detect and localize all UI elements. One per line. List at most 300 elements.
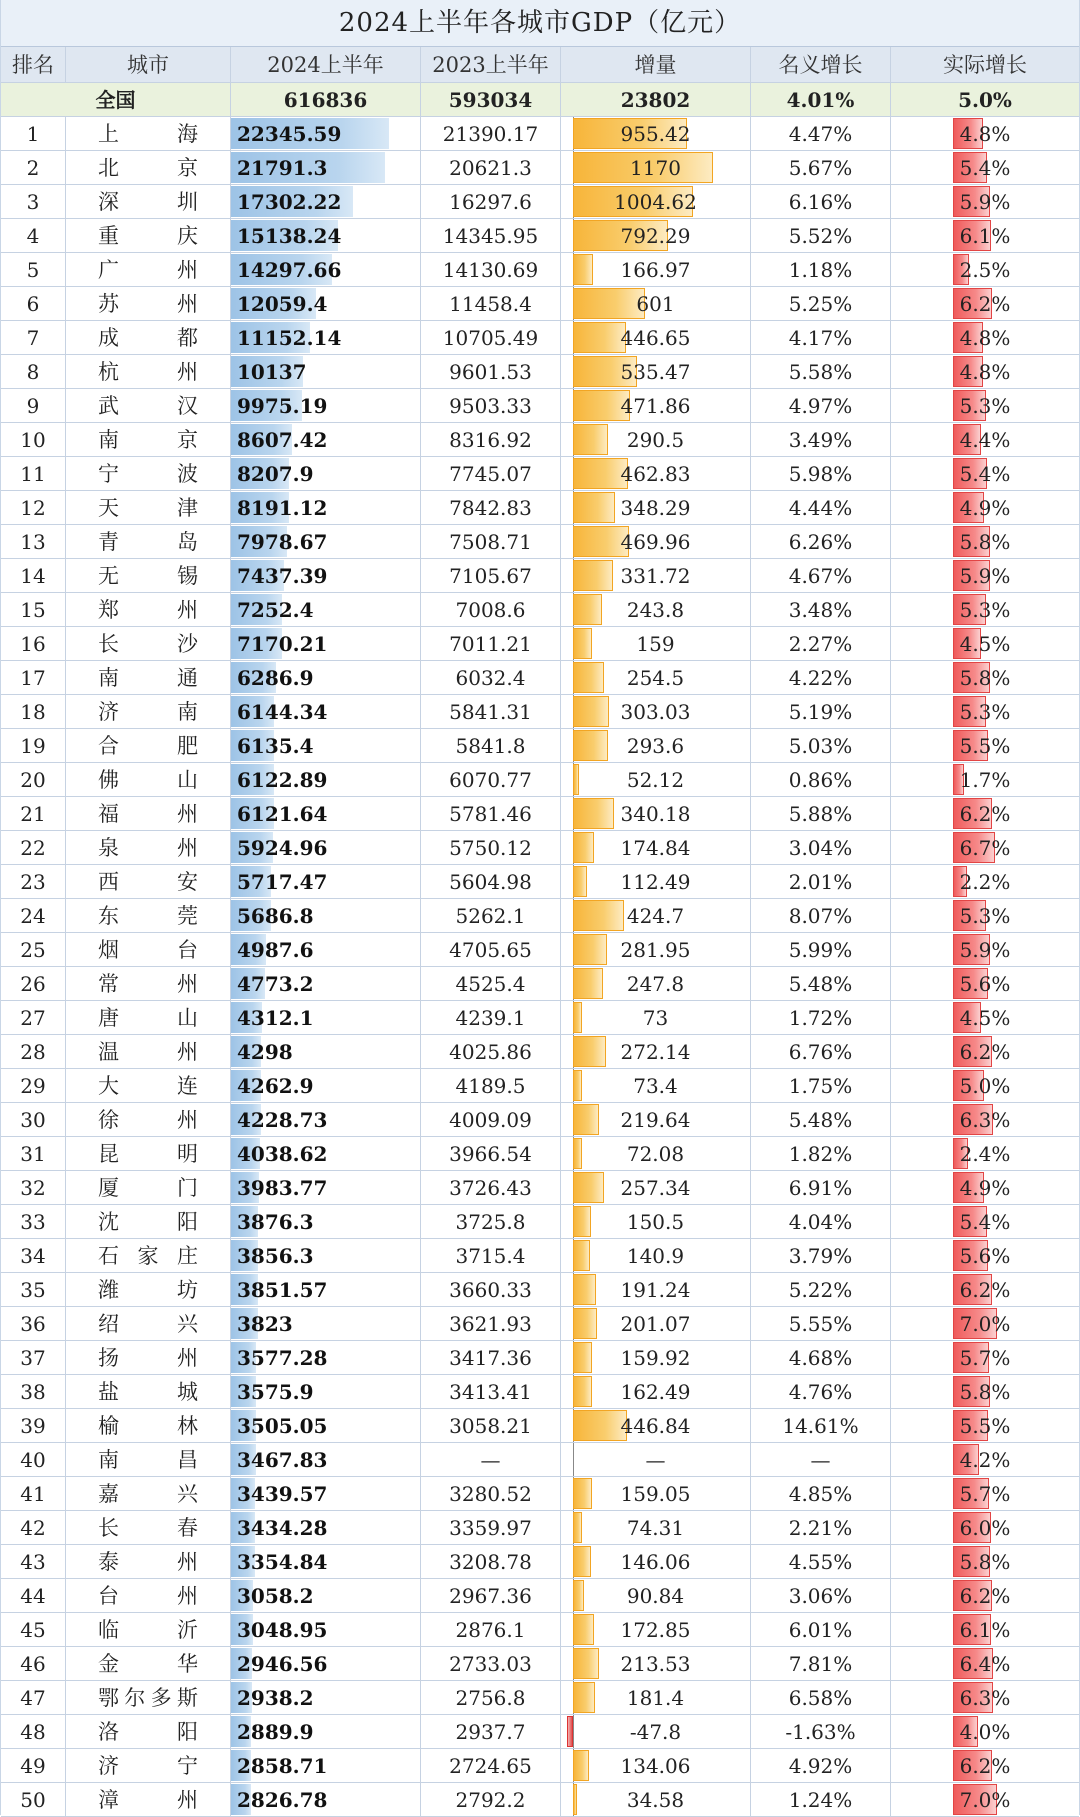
gdp-2024-value: 2946.56 [237, 1652, 328, 1676]
increase-cell [561, 1205, 751, 1238]
real-growth-value: 2.4% [959, 1142, 1011, 1166]
gdp-2024-cell [231, 1681, 421, 1714]
real-growth-cell [891, 1035, 1079, 1068]
city-name: 杭州 [98, 360, 198, 384]
gdp-2024-value: 4773.2 [237, 972, 314, 996]
real-growth-value: 4.8% [959, 360, 1011, 384]
real-growth-cell [891, 729, 1079, 762]
real-growth-value: 4.4% [959, 428, 1011, 452]
city-name: 扬州 [98, 1346, 198, 1370]
table-row [1, 933, 1079, 967]
gdp-2024-value: 6135.4 [237, 734, 314, 758]
gdp-2024-value: 7978.67 [237, 530, 328, 554]
increase-cell [561, 1375, 751, 1408]
gdp-2024-cell [231, 287, 421, 320]
real-growth-value: 5.4% [959, 156, 1011, 180]
table-row [1, 1477, 1079, 1511]
real-growth-value: 5.8% [959, 1550, 1011, 1574]
increase-bar [573, 1682, 595, 1713]
city-name: 南昌 [98, 1448, 198, 1472]
real-growth-value: 5.6% [959, 972, 1011, 996]
increase-bar [573, 288, 645, 319]
increase-cell [561, 559, 751, 592]
gdp-2023-cell: 4705.65 [421, 933, 561, 966]
table-row [1, 1001, 1079, 1035]
table-row [1, 1239, 1079, 1273]
nominal-growth-cell: 5.19% [751, 695, 891, 728]
gdp-2024-value: 2938.2 [237, 1686, 314, 1710]
increase-cell [561, 661, 751, 694]
city-name: 武汉 [98, 394, 198, 418]
gdp-2024-value: 3439.57 [237, 1482, 328, 1506]
rank-cell: 22 [1, 831, 66, 864]
increase-value: 303.03 [620, 700, 691, 724]
total-nominal-growth: 4.01% [751, 83, 891, 116]
nominal-growth-cell: 4.04% [751, 1205, 891, 1238]
rank-cell: 2 [1, 151, 66, 184]
increase-bar [573, 322, 626, 353]
increase-bar [573, 1478, 592, 1509]
real-growth-value: 2.2% [959, 870, 1011, 894]
real-growth-cell [891, 1205, 1079, 1238]
city-cell [66, 865, 231, 898]
city-cell [66, 831, 231, 864]
city-name: 金华 [98, 1652, 198, 1676]
increase-bar [573, 934, 607, 965]
real-growth-cell [891, 797, 1079, 830]
real-growth-cell [891, 491, 1079, 524]
real-growth-value: 5.3% [959, 394, 1011, 418]
rank-cell: 10 [1, 423, 66, 456]
real-growth-cell [891, 1511, 1079, 1544]
increase-value: 134.06 [620, 1754, 691, 1778]
increase-cell [561, 1443, 751, 1476]
city-name: 合肥 [98, 734, 198, 758]
rank-cell: 46 [1, 1647, 66, 1680]
city-name: 广州 [98, 258, 198, 282]
increase-bar [573, 1546, 591, 1577]
rank-cell: 28 [1, 1035, 66, 1068]
increase-bar [573, 1138, 582, 1169]
real-growth-value: 6.1% [959, 1618, 1011, 1642]
city-cell [66, 423, 231, 456]
city-name: 昆明 [98, 1142, 198, 1166]
table-row [1, 1783, 1079, 1817]
city-cell [66, 695, 231, 728]
real-growth-cell [891, 185, 1079, 218]
nominal-growth-cell: 4.97% [751, 389, 891, 422]
gdp-2023-cell: 7842.83 [421, 491, 561, 524]
city-name: 济南 [98, 700, 198, 724]
nominal-growth-cell: 5.99% [751, 933, 891, 966]
increase-bar [573, 560, 613, 591]
rank-cell: 50 [1, 1783, 66, 1816]
rank-cell: 38 [1, 1375, 66, 1408]
real-growth-cell [891, 661, 1079, 694]
rank-cell: 48 [1, 1715, 66, 1748]
total-gdp-2024: 616836 [231, 83, 421, 116]
gdp-2024-cell [231, 151, 421, 184]
increase-value: 469.96 [620, 530, 691, 554]
gdp-2023-cell: 3058.21 [421, 1409, 561, 1442]
table-row [1, 389, 1079, 423]
gdp-2023-cell: 11458.4 [421, 287, 561, 320]
nominal-growth-cell: 4.92% [751, 1749, 891, 1782]
increase-cell [561, 423, 751, 456]
gdp-2024-value: 3876.3 [237, 1210, 314, 1234]
rank-cell: 32 [1, 1171, 66, 1204]
table-row [1, 1749, 1079, 1783]
gdp-2024-cell [231, 1715, 421, 1748]
gdp-2024-cell [231, 831, 421, 864]
table-row [1, 695, 1079, 729]
increase-cell [561, 1341, 751, 1374]
nominal-growth-cell: 5.48% [751, 967, 891, 1000]
gdp-2023-cell: 4025.86 [421, 1035, 561, 1068]
increase-value: -47.8 [629, 1720, 682, 1744]
rank-cell: 9 [1, 389, 66, 422]
increase-bar [573, 1580, 584, 1611]
nominal-growth-cell: 3.49% [751, 423, 891, 456]
gdp-2023-cell: 7105.67 [421, 559, 561, 592]
real-growth-cell [891, 899, 1079, 932]
real-growth-cell [891, 627, 1079, 660]
table-row [1, 1307, 1079, 1341]
table-row [1, 1103, 1079, 1137]
city-name: 盐城 [98, 1380, 198, 1404]
increase-bar [573, 1614, 594, 1645]
table-row [1, 661, 1079, 695]
gdp-2023-cell: — [421, 1443, 561, 1476]
city-cell [66, 219, 231, 252]
city-name: 潍坊 [98, 1278, 198, 1302]
gdp-2024-cell [231, 423, 421, 456]
rank-cell: 40 [1, 1443, 66, 1476]
table-row [1, 1409, 1079, 1443]
increase-value: 257.34 [620, 1176, 691, 1200]
real-growth-value: 6.0% [959, 1516, 1011, 1540]
gdp-2024-cell [231, 899, 421, 932]
increase-value: 174.84 [620, 836, 691, 860]
increase-value: 955.42 [620, 122, 691, 146]
gdp-2024-cell [231, 1001, 421, 1034]
increase-cell [561, 1681, 751, 1714]
increase-cell [561, 1171, 751, 1204]
increase-axis [573, 1443, 574, 1476]
gdp-2024-value: 6286.9 [237, 666, 314, 690]
real-growth-cell [891, 1783, 1079, 1816]
rank-cell: 15 [1, 593, 66, 626]
nominal-growth-cell: 6.91% [751, 1171, 891, 1204]
gdp-2024-cell [231, 1613, 421, 1646]
rank-cell: 4 [1, 219, 66, 252]
table-row [1, 1375, 1079, 1409]
increase-cell [561, 1137, 751, 1170]
rank-cell: 20 [1, 763, 66, 796]
nominal-growth-cell: 4.85% [751, 1477, 891, 1510]
gdp-2024-cell [231, 695, 421, 728]
gdp-2024-value: 8207.9 [237, 462, 314, 486]
real-growth-cell [891, 1341, 1079, 1374]
increase-cell [561, 797, 751, 830]
nominal-growth-cell: 2.01% [751, 865, 891, 898]
city-cell [66, 151, 231, 184]
increase-cell [561, 865, 751, 898]
gdp-2024-value: 8607.42 [237, 428, 328, 452]
gdp-2024-value: 3577.28 [237, 1346, 328, 1370]
gdp-2024-value: 10137 [237, 360, 307, 384]
city-name: 鄂尔多斯 [98, 1686, 198, 1710]
increase-bar [573, 866, 587, 897]
real-growth-value: 1.7% [959, 768, 1011, 792]
real-growth-cell [891, 1443, 1079, 1476]
gdp-2023-cell: 2724.65 [421, 1749, 561, 1782]
city-cell [66, 491, 231, 524]
city-cell [66, 1749, 231, 1782]
city-cell [66, 1409, 231, 1442]
gdp-2024-cell [231, 1749, 421, 1782]
gdp-2024-value: 3058.2 [237, 1584, 314, 1608]
gdp-2024-cell [231, 967, 421, 1000]
increase-value: 181.4 [626, 1686, 685, 1710]
gdp-2024-value: 4298 [237, 1040, 293, 1064]
table-row [1, 559, 1079, 593]
city-cell [66, 627, 231, 660]
gdp-2023-cell: 3280.52 [421, 1477, 561, 1510]
nominal-growth-cell: 14.61% [751, 1409, 891, 1442]
increase-value: 243.8 [626, 598, 685, 622]
real-growth-value: 7.0% [959, 1788, 1011, 1812]
increase-value: 159.05 [620, 1482, 691, 1506]
city-name: 宁波 [98, 462, 198, 486]
increase-value: 219.64 [620, 1108, 691, 1132]
city-name: 厦门 [98, 1176, 198, 1200]
table-row [1, 967, 1079, 1001]
increase-value: — [645, 1448, 666, 1472]
nominal-growth-cell: 1.82% [751, 1137, 891, 1170]
city-name: 台州 [98, 1584, 198, 1608]
increase-bar [573, 1750, 589, 1781]
real-growth-cell [891, 831, 1079, 864]
increase-value: 340.18 [620, 802, 691, 826]
increase-cell [561, 1749, 751, 1782]
increase-cell [561, 729, 751, 762]
gdp-2024-value: 14297.66 [237, 258, 342, 282]
increase-bar [573, 832, 594, 863]
gdp-2023-cell: 3725.8 [421, 1205, 561, 1238]
increase-value: 72.08 [626, 1142, 685, 1166]
gdp-2024-value: 3467.83 [237, 1448, 328, 1472]
nominal-growth-cell: — [751, 1443, 891, 1476]
table-row [1, 1171, 1079, 1205]
gdp-2023-cell: 2792.2 [421, 1783, 561, 1816]
total-increase: 23802 [561, 83, 751, 116]
real-growth-cell [891, 763, 1079, 796]
real-growth-cell [891, 253, 1079, 286]
gdp-2023-cell: 7008.6 [421, 593, 561, 626]
gdp-2024-value: 3575.9 [237, 1380, 314, 1404]
increase-bar [573, 1512, 582, 1543]
increase-value: 166.97 [620, 258, 691, 282]
real-growth-cell [891, 559, 1079, 592]
increase-bar [573, 1002, 582, 1033]
real-growth-cell [891, 1273, 1079, 1306]
table-row [1, 219, 1079, 253]
real-growth-cell [891, 287, 1079, 320]
gdp-2023-cell: 20621.3 [421, 151, 561, 184]
gdp-2024-cell [231, 1545, 421, 1578]
table-row [1, 1647, 1079, 1681]
gdp-2024-cell [231, 1647, 421, 1680]
table-row [1, 287, 1079, 321]
real-growth-cell [891, 1239, 1079, 1272]
table-row [1, 1069, 1079, 1103]
gdp-2024-value: 22345.59 [237, 122, 342, 146]
gdp-2023-cell: 16297.6 [421, 185, 561, 218]
real-growth-cell [891, 321, 1079, 354]
real-growth-value: 5.3% [959, 904, 1011, 928]
total-row [1, 83, 1079, 117]
real-growth-value: 5.8% [959, 1380, 1011, 1404]
city-cell [66, 1035, 231, 1068]
nominal-growth-cell: 5.58% [751, 355, 891, 388]
city-name: 榆林 [98, 1414, 198, 1438]
increase-bar [573, 1308, 597, 1339]
rank-cell: 27 [1, 1001, 66, 1034]
nominal-growth-cell: 5.48% [751, 1103, 891, 1136]
increase-bar [573, 1274, 596, 1305]
city-cell [66, 1103, 231, 1136]
gdp-2024-cell [231, 321, 421, 354]
city-name: 温州 [98, 1040, 198, 1064]
increase-cell [561, 1239, 751, 1272]
real-growth-value: 6.2% [959, 1754, 1011, 1778]
gdp-2024-value: 2826.78 [237, 1788, 328, 1812]
city-name: 南京 [98, 428, 198, 452]
city-cell [66, 287, 231, 320]
gdp-2024-cell [231, 1341, 421, 1374]
increase-cell [561, 1783, 751, 1816]
gdp-2024-cell [231, 1477, 421, 1510]
gdp-2024-value: 3851.57 [237, 1278, 328, 1302]
nominal-growth-cell: 4.55% [751, 1545, 891, 1578]
city-cell [66, 525, 231, 558]
increase-cell [561, 593, 751, 626]
city-cell [66, 321, 231, 354]
real-growth-cell [891, 1001, 1079, 1034]
city-cell [66, 1715, 231, 1748]
table-row [1, 763, 1079, 797]
city-name: 苏州 [98, 292, 198, 316]
city-name: 嘉兴 [98, 1482, 198, 1506]
gdp-2023-cell: 9503.33 [421, 389, 561, 422]
increase-bar [573, 730, 608, 761]
table-row [1, 423, 1079, 457]
nominal-growth-cell: 4.47% [751, 117, 891, 150]
real-growth-value: 5.7% [959, 1346, 1011, 1370]
gdp-2024-cell [231, 117, 421, 150]
increase-bar [573, 662, 604, 693]
gdp-2024-value: 6122.89 [237, 768, 328, 792]
city-cell [66, 1001, 231, 1034]
header-increase: 增量 [561, 47, 751, 82]
nominal-growth-cell: 4.17% [751, 321, 891, 354]
gdp-2024-value: 7252.4 [237, 598, 314, 622]
nominal-growth-cell: 4.44% [751, 491, 891, 524]
gdp-2023-cell: 21390.17 [421, 117, 561, 150]
real-growth-cell [891, 525, 1079, 558]
nominal-growth-cell: 0.86% [751, 763, 891, 796]
rank-cell: 16 [1, 627, 66, 660]
city-name: 青岛 [98, 530, 198, 554]
real-growth-value: 6.7% [959, 836, 1011, 860]
gdp-2023-cell: 3966.54 [421, 1137, 561, 1170]
city-name: 石家庄 [98, 1244, 198, 1268]
city-cell [66, 389, 231, 422]
city-name: 成都 [98, 326, 198, 350]
rank-cell: 47 [1, 1681, 66, 1714]
gdp-2023-cell: 5841.8 [421, 729, 561, 762]
increase-cell [561, 1715, 751, 1748]
increase-cell [561, 185, 751, 218]
increase-cell [561, 355, 751, 388]
nominal-growth-cell: 5.03% [751, 729, 891, 762]
city-cell [66, 1783, 231, 1816]
real-growth-cell [891, 151, 1079, 184]
city-cell [66, 933, 231, 966]
increase-cell [561, 491, 751, 524]
gdp-2023-cell: 4009.09 [421, 1103, 561, 1136]
table-row [1, 1715, 1079, 1749]
gdp-2023-cell: 3621.93 [421, 1307, 561, 1340]
gdp-2024-value: 3354.84 [237, 1550, 328, 1574]
real-growth-value: 5.9% [959, 190, 1011, 214]
city-name: 泰州 [98, 1550, 198, 1574]
city-name: 唐山 [98, 1006, 198, 1030]
header-real-growth: 实际增长 [943, 53, 1027, 77]
increase-value: 348.29 [620, 496, 691, 520]
nominal-growth-cell: 7.81% [751, 1647, 891, 1680]
gdp-2023-cell: 9601.53 [421, 355, 561, 388]
real-growth-cell [891, 967, 1079, 1000]
rank-cell: 3 [1, 185, 66, 218]
increase-cell [561, 1409, 751, 1442]
gdp-2023-cell: 6032.4 [421, 661, 561, 694]
gdp-2023-cell: 14130.69 [421, 253, 561, 286]
increase-value: 191.24 [620, 1278, 691, 1302]
rank-cell: 14 [1, 559, 66, 592]
gdp-2023-cell: 2967.36 [421, 1579, 561, 1612]
gdp-2024-cell [231, 1171, 421, 1204]
increase-cell [561, 219, 751, 252]
rank-cell: 44 [1, 1579, 66, 1612]
nominal-growth-cell: 3.48% [751, 593, 891, 626]
city-cell [66, 1273, 231, 1306]
gdp-2023-cell: 5262.1 [421, 899, 561, 932]
real-growth-value: 6.4% [959, 1652, 1011, 1676]
increase-bar [573, 1070, 582, 1101]
gdp-2024-cell [231, 1239, 421, 1272]
table-row [1, 151, 1079, 185]
real-growth-value: 5.9% [959, 564, 1011, 588]
real-growth-cell [891, 1137, 1079, 1170]
nominal-growth-cell: 5.55% [751, 1307, 891, 1340]
gdp-2024-value: 5924.96 [237, 836, 328, 860]
rank-cell: 41 [1, 1477, 66, 1510]
increase-cell [561, 389, 751, 422]
city-cell [66, 355, 231, 388]
increase-cell [561, 1307, 751, 1340]
